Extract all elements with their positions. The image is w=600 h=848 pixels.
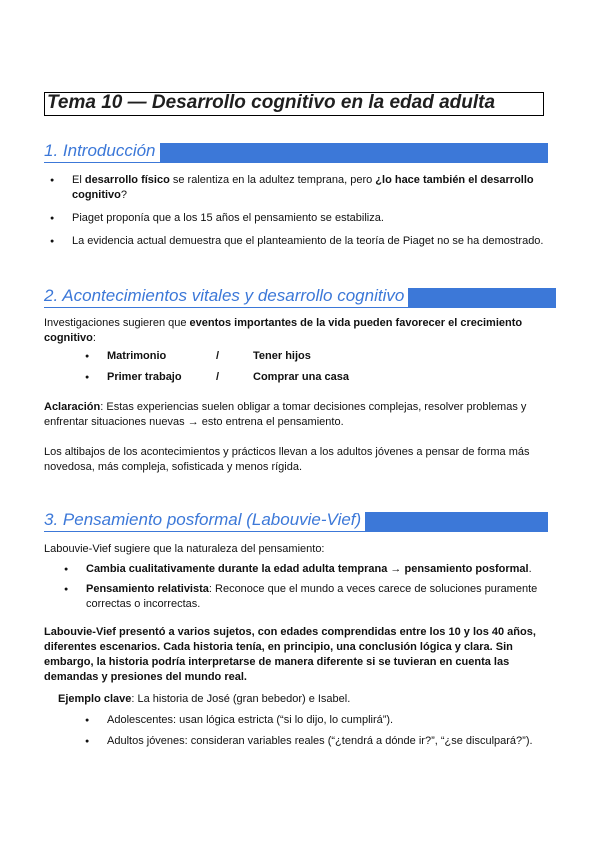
- s1-bullet-3: La evidencia actual demuestra que el planteamiento de la teoría de Piaget no se ha demostrado.: [72, 235, 544, 247]
- s2-aclaracion: Aclaración: Estas experiencias suelen obligar a tomar decisiones complejas, resolver problemas y enfrentar situaciones nuevas → esto entrena el pensamiento.: [44, 401, 527, 428]
- s3-bullet-1: Cambia cualitativamente durante la edad adulta temprana → pensamiento posformal.: [86, 563, 532, 575]
- event-tener-hijos: Tener hijos: [253, 350, 311, 362]
- section-1-title: 1. Introducción: [44, 140, 160, 162]
- event-primer-trabajo: Primer trabajo: [107, 371, 182, 383]
- s3-paragraph: Labouvie-Vief presentó a varios sujetos, con edades comprendidas entre los 10 y los 40 años, diferentes escenarios. Cada historia tenía, en principio, una conclusión lógica y clara. Sin embargo, la historia podría interpretarse de manera diferente si se tuvieran en cuenta las demandas y presiones del mundo real.: [44, 626, 536, 683]
- s3-ej-bullet-1: Adolescentes: usan lógica estricta (“si lo dijo, lo cumplirá”).: [107, 714, 394, 726]
- event-comprar-casa: Comprar una casa: [253, 371, 349, 383]
- s2-intro: Investigaciones sugieren que eventos importantes de la vida pueden favorecer el crecimiento cognitivo:: [44, 317, 523, 344]
- s1-bullet-1: El desarrollo físico se ralentiza en la adultez temprana, pero ¿lo hace también el desarrollo cognitivo?: [72, 174, 534, 201]
- s1-bullet-2: Piaget proponía que a los 15 años el pensamiento se estabiliza.: [72, 212, 384, 224]
- page-title-box: [44, 92, 544, 116]
- s3-bullet-2: Pensamiento relativista: Reconoce que el mundo a veces carece de soluciones puramente correctas o incorrectas.: [86, 583, 538, 610]
- event-separator: /: [216, 350, 220, 362]
- page-title: Tema 10 — Desarrollo cognitivo en la edad adulta: [47, 92, 496, 113]
- section-2-title: 2. Acontecimientos vitales y desarrollo cognitivo: [44, 285, 408, 307]
- section-2-header: [44, 288, 556, 308]
- event-matrimonio: Matrimonio: [107, 350, 167, 362]
- event-separator: /: [216, 371, 220, 383]
- section-1-header: [44, 143, 548, 163]
- s3-intro: Labouvie-Vief sugiere que la naturaleza del pensamiento:: [44, 543, 325, 555]
- section-3-header: [44, 512, 548, 532]
- section-3-title: 3. Pensamiento posformal (Labouvie-Vief): [44, 509, 365, 531]
- s2-paragraph: Los altibajos de los acontecimientos y prácticos llevan a los adultos jóvenes a pensar de forma más novedosa, más compleja, sofisticada y menos rígida.: [44, 446, 530, 473]
- s3-ejemplo: Ejemplo clave: La historia de José (gran bebedor) e Isabel.: [58, 693, 351, 705]
- s3-ej-bullet-2: Adultos jóvenes: consideran variables reales (“¿tendrá a dónde ir?”, “¿se disculpará?”).: [107, 735, 533, 747]
